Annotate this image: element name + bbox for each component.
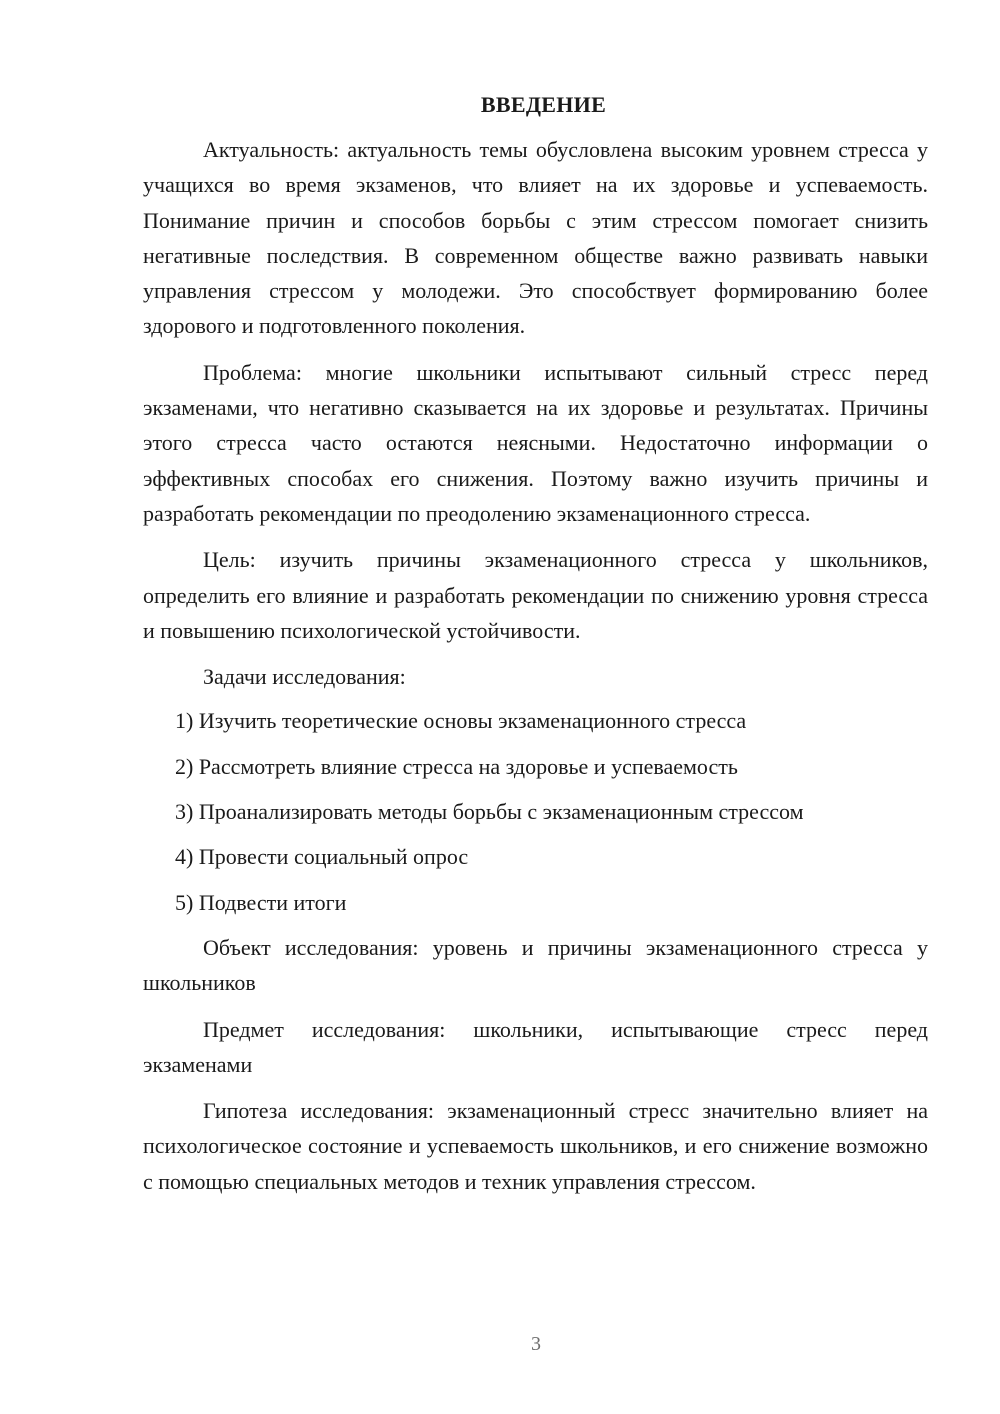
paragraph-problem: Проблема: многие школьники испытывают сильный стресс перед экзаменами, что негативно сказывается на их здоровье и результатах. Причины этого стресса часто остаются неясными. Недостаточно информации о эффективных способах его снижения. Поэтому важно изучить причины и разработать рекомендации по преодолению экзаменационного стресса.	[143, 359, 928, 526]
list-item-task: 3) Проанализировать методы борьбы с экзаменационным стрессом	[175, 799, 804, 825]
list-item-task: 5) Подвести итоги	[175, 889, 347, 915]
tasks-list	[143, 703, 928, 919]
paragraph-relevance: Актуальность: актуальность темы обусловлена высоким уровнем стресса у учащихся во время экзаменов, что влияет на их здоровье и успеваемость. Понимание причин и способов борьбы с этим стрессом помогает снизить негативные последствия. В современном обществе важно развивать навыки управления стрессом у молодежи. Это способствует формированию более здорового и подготовленного поколения.	[143, 137, 928, 339]
page-title: ВВЕДЕНИЕ	[480, 92, 607, 117]
tasks-heading: Задачи исследования:	[203, 664, 406, 690]
list-item-task: 4) Провести социальный опрос	[175, 844, 469, 870]
page-number: 3	[531, 1333, 541, 1355]
paragraph-goal: Цель: изучить причины экзаменационного стресса у школьников, определить его влияние и разработать рекомендации по снижению уровня стресса и повышению психологической устойчивости.	[143, 547, 928, 643]
paragraph-hypothesis: Гипотеза исследования: экзаменационный стресс значительно влияет на психологическое состояние и успеваемость школьников, и его снижение возможно с помощью специальных методов и техник управления стрессом.	[143, 1098, 928, 1194]
paragraph-subject: Предмет исследования: школьники, испытывающие стресс перед экзаменами	[143, 1016, 928, 1077]
paragraph-object: Объект исследования: уровень и причины экзаменационного стресса у школьников	[143, 934, 928, 996]
list-item-task: 2) Рассмотреть влияние стресса на здоровье и успеваемость	[175, 753, 738, 779]
page-content	[143, 92, 928, 1210]
list-item-task: 1) Изучить теоретические основы экзаменационного стресса	[175, 708, 747, 734]
